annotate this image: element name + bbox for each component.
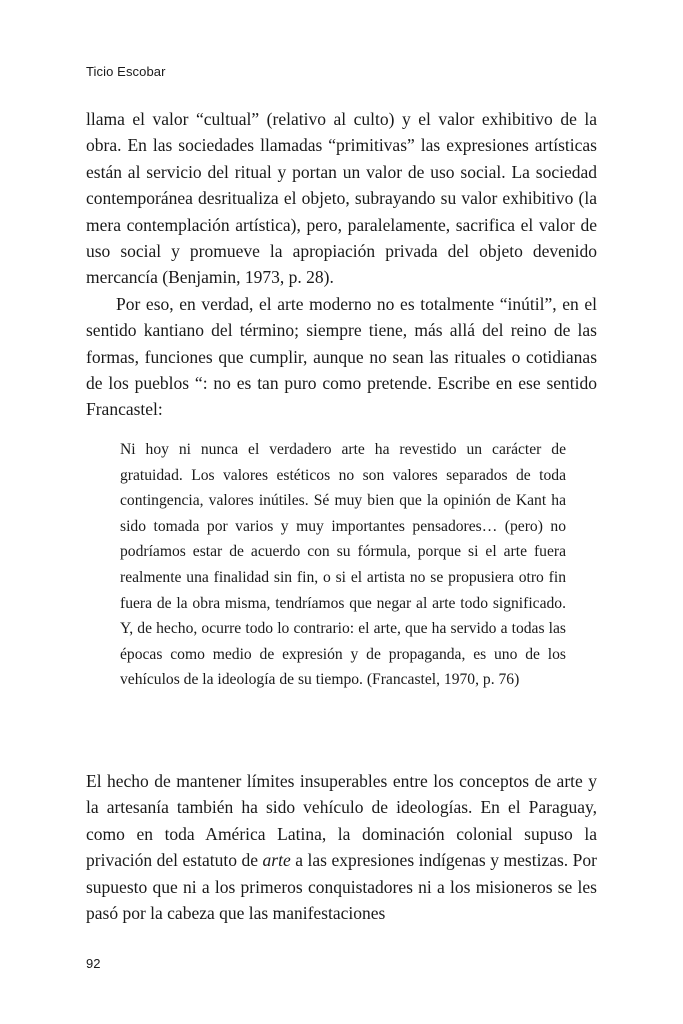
running-head: Ticio Escobar bbox=[86, 64, 166, 79]
paragraph-3 bbox=[86, 768, 597, 926]
page-number: 92 bbox=[86, 956, 101, 971]
main-text-top bbox=[86, 106, 597, 423]
paragraph-3-text-start: El hecho de mantener límites insuperables entre los conceptos de arte y la artesanía también ha sido vehículo de ideologías. En el Paraguay, como en toda América Latina, la dominación colonial supuso la privación del estatuto de bbox=[86, 771, 597, 871]
main-text-bottom bbox=[86, 768, 597, 926]
paragraph-2: Por eso, en verdad, el arte moderno no es totalmente “inútil”, en el sentido kantiano del término; siempre tiene, más allá del reino de las formas, funciones que cumplir, aunque no sean las rituales o cotidianas de los pueblos “: no es tan puro como pretende. Escribe en ese sentido Francastel: bbox=[86, 293, 597, 420]
paragraph-1: llama el valor “cultual” (relativo al culto) y el valor exhibitivo de la obra. En las sociedades llamadas “primitivas” las expresiones artísticas están al servicio del ritual y portan un valor de uso social. La sociedad contemporánea desritualiza el objeto, subrayando su valor exhibitivo (la mera contemplación artística), pero, paralelamente, sacrifica el valor de uso social y promueve la apropiación privada del objeto devenido mercancía (Benjamin, 1973, p. 28). bbox=[86, 109, 597, 288]
italic-term-arte: arte bbox=[262, 850, 291, 871]
block-quote-francastel: Ni hoy ni nunca el verdadero arte ha revestido un carácter de gratuidad. Los valores estéticos no son valores separados de toda contingencia, valores inútiles. Sé muy bien que la opinión de Kant ha sido tomada por varios y muy importantes pensadores… (pero) no podríamos estar de acuerdo con su fórmula, porque si el arte fuera realmente una finalidad sin fin, o si el artista no se propusiera otro fin fuera de la obra misma, tendríamos que negar al arte todo significado. Y, de hecho, ocurre todo lo contrario: el arte, que ha servido a todas las épocas como medio de expresión y de propaganda, es uno de los vehículos de la ideología de su tiempo. (Francastel, 1970, p. 76) bbox=[120, 441, 566, 689]
paragraph-3-text-end: a las expresiones indígenas y mestizas. Por supuesto que ni a los primeros conquistadores ni a los misioneros se les pasó por la cabeza que las manifestaciones bbox=[86, 850, 597, 924]
